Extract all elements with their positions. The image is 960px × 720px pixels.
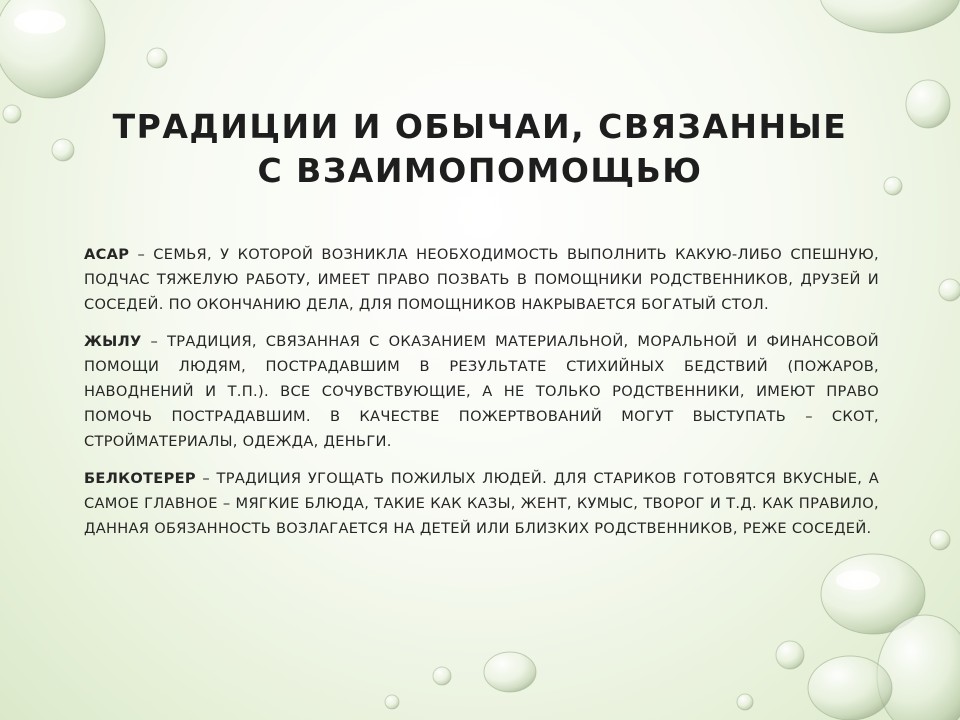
definition-asar: – СЕМЬЯ, У КОТОРОЙ ВОЗНИКЛА НЕОБХОДИМОСТЬ ВЫПОЛНИТЬ КАКУЮ-ЛИБО СПЕШНУЮ, ПОДЧАС ТЯЖЕЛУЮ РАБОТУ, ИМЕЕТ ПРАВО ПОЗВАТЬ В ПОМОЩНИКИ РОДСТВЕННИКОВ, ДРУЗЕЙ И СОСЕДЕЙ. ПО ОКОНЧАНИЮ ДЕЛА, ДЛЯ ПОМОЩНИКОВ НАКРЫВАЕТСЯ БОГАТЫЙ СТОЛ.	[84, 246, 879, 313]
drop-group-bottom-right	[737, 530, 960, 720]
slide-body	[84, 242, 879, 553]
term-belkoterer: БЕЛКОТЕРЕР	[84, 470, 196, 487]
paragraph-asar	[84, 242, 879, 317]
paragraph-zhylu	[84, 329, 879, 454]
slide-title	[60, 105, 900, 193]
term-zhylu: ЖЫЛУ	[84, 333, 142, 350]
term-asar: АСАР	[84, 246, 130, 263]
definition-belkoterer: – ТРАДИЦИЯ УГОЩАТЬ ПОЖИЛЫХ ЛЮДЕЙ. ДЛЯ СТАРИКОВ ГОТОВЯТСЯ ВКУСНЫЕ, А САМОЕ ГЛАВНОЕ – МЯГКИЕ БЛЮДА, ТАКИЕ КАК КАЗЫ, ЖЕНТ, КУМЫС, ТВОРОГ И Т.Д. КАК ПРАВИЛО, ДАННАЯ ОБЯЗАННОСТЬ ВОЗЛАГАЕТСЯ НА ДЕТЕЙ ИЛИ БЛИЗКИХ РОДСТВЕННИКОВ, РЕЖЕ СОСЕДЕЙ.	[84, 470, 879, 537]
paragraph-belkoterer	[84, 466, 879, 541]
title-line-2: С ВЗАИМОПОМОЩЬЮ	[257, 151, 703, 190]
title-line-1: ТРАДИЦИИ И ОБЫЧАИ, СВЯЗАННЫЕ	[112, 107, 848, 146]
definition-zhylu: – ТРАДИЦИЯ, СВЯЗАННАЯ С ОКАЗАНИЕМ МАТЕРИАЛЬНОЙ, МОРАЛЬНОЙ И ФИНАНСОВОЙ ПОМОЩИ ЛЮДЯМ, ПОСТРАДАВШИМ В РЕЗУЛЬТАТЕ СТИХИЙНЫХ БЕДСТВИЙ (ПОЖАРОВ, НАВОДНЕНИЙ И Т.П.). ВСЕ СОЧУВСТВУЮЩИЕ, А НЕ ТОЛЬКО РОДСТВЕННИКИ, ИМЕЮТ ПРАВО ПОМОЧЬ ПОСТРАДАВШИМ. В КАЧЕСТВЕ ПОЖЕРТВОВАНИЙ МОГУТ ВЫСТУПАТЬ – СКОТ, СТРОЙМАТЕРИАЛЫ, ОДЕЖДА, ДЕНЬГИ.	[84, 333, 879, 450]
drop-group-bottom-center	[385, 652, 536, 709]
